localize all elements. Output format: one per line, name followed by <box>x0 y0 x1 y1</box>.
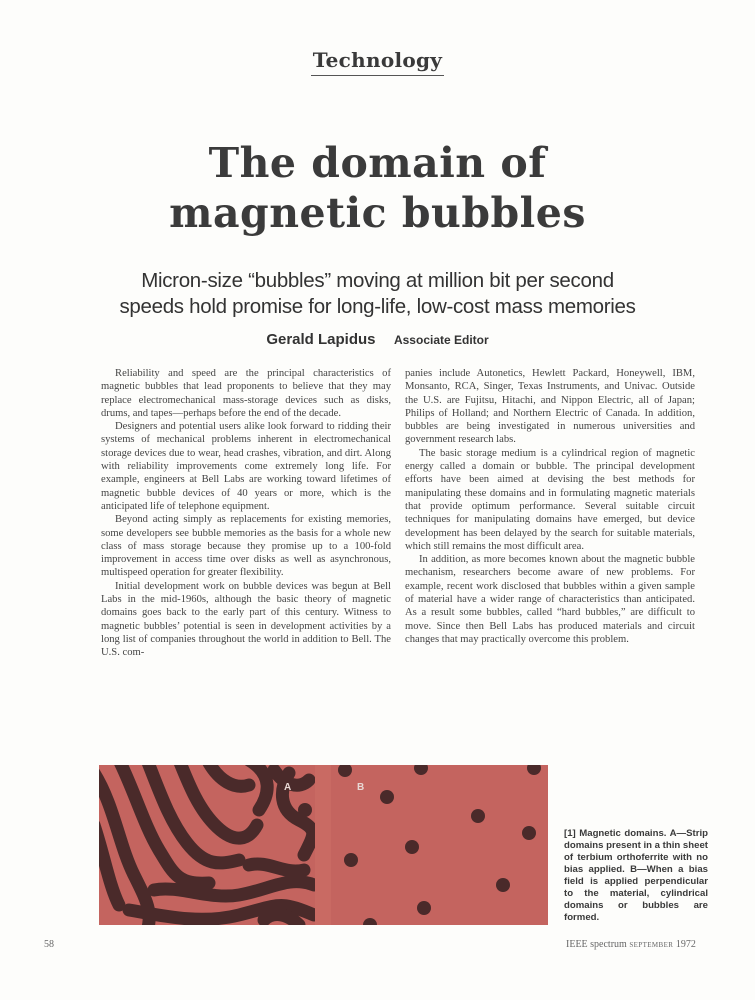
author-name: Gerald Lapidus <box>266 331 376 348</box>
author-role: Associate Editor <box>393 333 489 347</box>
article-subtitle <box>0 268 755 320</box>
section-header <box>0 48 755 76</box>
byline <box>0 331 755 349</box>
issue-month: SEPTEMBER <box>629 941 674 949</box>
title-line-1: The domain of <box>208 139 547 187</box>
page-number: 58 <box>44 939 54 950</box>
paragraph: panies include Autonetics, Hewlett Packard, Honeywell, IBM, Monsanto, RCA, Singer, Texas Instruments, and Univac. Outside the U.S. are Fujitsu, Hitachi, and Nippon Electric, all of Japan; Philips of Holland; and Northern Electric of Canada. In addition, bubbles are being investigated in numerous universities and government research labs. <box>405 368 695 446</box>
section-label: Technology <box>311 48 444 76</box>
title-line-2: magnetic bubbles <box>169 189 586 237</box>
body-column-left <box>101 367 391 660</box>
running-footer <box>566 939 696 950</box>
magnetic-domains-figure <box>99 765 548 925</box>
paragraph: The basic storage medium is a cylindrical region of magnetic energy called a domain or bubble. The principal development efforts have been aimed at devising the best methods for manipulating these domains and in formulating magnetic materials that provide optimum performance. Several suitable circuit techniques for manipulating domains have emerged, but device development has been delayed by the search for suitable materials, which still remains the most difficult area. <box>405 447 695 552</box>
issue-year: 1972 <box>675 939 696 950</box>
paragraph: In addition, as more becomes known about the magnetic bubble mechanism, researchers become aware of new problems. For example, recent work disclosed that bubbles within a given sample of material have a wider range of characteristics than anticipated. As a result some bubbles, called “hard bubbles,” are difficult to move. Since then Bell Labs has produced materials and circuit changes that may practically overcome this problem. <box>405 554 695 645</box>
domains-photo <box>99 765 548 925</box>
subtitle-line-2: speeds hold promise for long-life, low-cost mass memories <box>119 295 636 318</box>
paragraph: Initial development work on bubble devices was begun at Bell Labs in the mid-1960s, although the basic theory of magnetic domains goes back to the early part of this century. Witness to magnetic bubbles’ potential is seen in development activities by a long list of companies throughout the world in addition to Bell. The U.S. com- <box>101 580 391 659</box>
body-column-right <box>405 367 695 646</box>
figure-caption: [1] Magnetic domains. A—Strip domains present in a thin sheet of terbium orthoferrite with no bias applied. B—When a bias field is applied perpendicular to the material, cylindrical domains or bubbles are formed. <box>564 828 708 923</box>
paragraph: Beyond acting simply as replacements for existing memories, some developers see bubble memories as the basis for a whole new class of mass storage because they promise up to a 100-fold improvement in access time over disks as well as asynchronous, multispeed operation for greater flexibility. <box>101 514 391 579</box>
publication-name: IEEE spectrum <box>566 939 627 950</box>
panel-b-label: B <box>357 782 365 793</box>
panel-a-label: A <box>284 782 292 793</box>
article-title <box>0 138 755 238</box>
paragraph: Reliability and speed are the principal characteristics of magnetic bubbles that lead proponents to believe that they may replace electromechanical mass-storage devices such as disks, drums, and tapes—perhaps before the end of the decade. <box>101 368 391 419</box>
subtitle-line-1: Micron-size “bubbles” moving at million bit per second <box>141 269 614 292</box>
paragraph: Designers and potential users alike look forward to ridding their systems of mechanical problems inherent in electromechanical storage devices due to wear, head crashes, vibration, and dirt. Along with reliability improvements come extremely long life. For example, engineers at Bell Labs are working toward lifetimes of magnetic bubble devices of 40 years or more, which is the anticipated life of telephone equipment. <box>101 421 391 512</box>
